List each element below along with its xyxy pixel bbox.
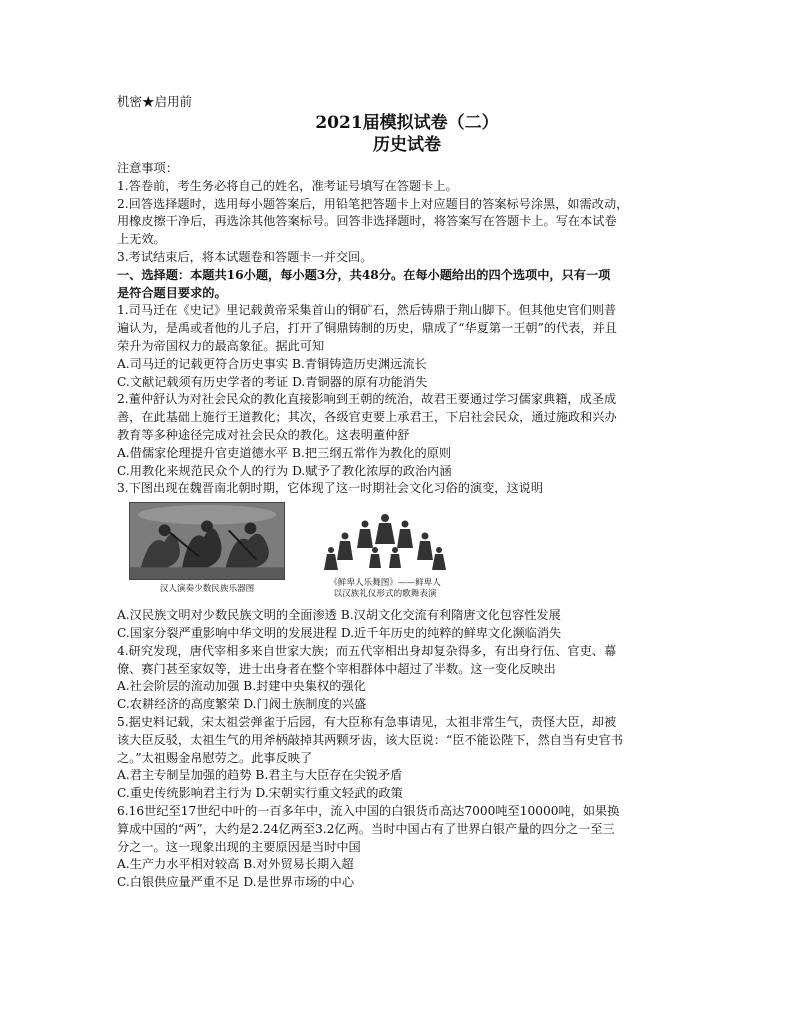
- exam-page: [117, 92, 697, 892]
- options-cd: C.文献记载须有历史学者的考证 D.青铜器的原有功能消失: [117, 374, 428, 389]
- question-2: [117, 391, 697, 480]
- question-stem: 遍认为，是禹或者他的儿子启，打开了铜鼎铸制的历史，鼎成了“华夏第一王朝”的代表，并且: [117, 321, 617, 336]
- question-stem: 1.司马迁在《史记》里记载黄帝采集首山的铜矿石，然后铸鼎于荆山脚下。但其他史官们则普: [117, 303, 617, 318]
- notes-line: 2.回答选择题时，选用每小题答案后，用铅笔把答题卡上对应题目的答案标号涂黑，如需改动，: [117, 196, 629, 211]
- options-ab: A.生产力水平相对较高 B.对外贸易长期入超: [117, 857, 354, 872]
- figure-caption: 汉人演奏少数民族乐器图: [159, 584, 255, 595]
- question-stem: 2.董仲舒认为对社会民众的教化直接影响到王朝的统治，故君王要通过学习儒家典籍，成圣成: [117, 392, 617, 407]
- question-stem: 该大臣反驳，太祖生气的用斧柄敲掉其两颗牙齿，该大臣说：“臣不能讼陛下，然自当有史官书: [117, 732, 623, 747]
- options-cd: C.用教化来规范民众个人的行为 D.赋予了教化浓厚的政治内涵: [117, 463, 452, 478]
- notes-line: 上无效。: [117, 232, 166, 247]
- options-cd: C.农耕经济的高度繁荣 D.门阀士族制度的兴盛: [117, 697, 367, 712]
- exam-title: 2021届模拟试卷（二）: [315, 113, 499, 133]
- figure-caption-line2: 以汉族礼仪形式的歌舞表演: [333, 589, 437, 600]
- options-ab: A.汉民族文明对少数民族文明的全面渗透 B.汉胡文化交流有利隋唐文化包容性发展: [117, 608, 561, 623]
- question-stem: 僚、赛门甚至家奴等，进士出身者在整个宰相群体中超过了半数。这一变化反映出: [117, 661, 556, 676]
- figure-xianbei-dance: [315, 510, 455, 600]
- question-4: [117, 643, 697, 714]
- question-3-figures: [117, 502, 697, 605]
- exam-subject: 历史试卷: [373, 135, 441, 155]
- confidential-label: 机密★启用前: [117, 94, 193, 109]
- options-ab: A.借儒家伦理提升官吏道德水平 B.把三纲五常作为教化的原则: [117, 445, 452, 460]
- xianbei-dance-image: [315, 510, 455, 574]
- question-stem: 6.16世纪至17世纪中叶的一百多年中，流入中国的白银货币高达7000吨至10000吨，如果换: [117, 803, 620, 818]
- options-ab: A.司马迁的记载更符合历史事实 B.青铜铸造历史渊远流长: [117, 356, 427, 371]
- notes-line: 3.考试结束后，将本试题卷和答题卡一并交回。: [117, 249, 373, 264]
- question-stem: 分之一。这一现象出现的主要原因是当时中国: [117, 839, 361, 854]
- question-stem: 荣升为帝国权力的最高象征。据此可知: [117, 338, 325, 353]
- question-stem: 4.研究发现，唐代宰相多来自世家大族；而五代宰相出身却复杂得多，有出身行伍、官吏、幕: [117, 643, 617, 658]
- options-ab: A.社会阶层的流动加强 B.封建中央集权的强化: [117, 679, 366, 694]
- notes-section: [117, 160, 697, 267]
- figure-caption-line1: 《鲜卑人乐舞图》——鲜卑人: [329, 578, 441, 589]
- question-stem: 之。”太祖赐金帛慰劳之。此事反映了: [117, 750, 313, 765]
- han-musicians-image: [129, 502, 285, 580]
- options-cd: C.国家分裂严重影响中华文明的发展进程 D.近千年历史的纯粹的鲜卑文化濒临消失: [117, 625, 562, 640]
- question-1: [117, 302, 697, 391]
- notes-heading: 注意事项：: [117, 161, 178, 175]
- question-6: [117, 803, 697, 892]
- section-heading-cont: 是符合题目要求的。: [117, 285, 227, 300]
- figure-han-musicians: [129, 502, 285, 595]
- notes-line: 1.答卷前，考生务必将自己的姓名，准考证号填写在答题卡上。: [117, 178, 458, 193]
- question-stem: 3.下图出现在魏晋南北朝时期，它体现了这一时期社会文化习俗的演变，这说明: [117, 481, 544, 496]
- question-stem: 善，在此基础上施行王道教化；其次，各级官吏要上承君王，下启社会民众，通过施政和兴办: [117, 410, 617, 425]
- options-cd: C.白银供应量严重不足 D.是世界市场的中心: [117, 875, 355, 890]
- question-5: [117, 714, 697, 803]
- question-stem: 5.据史料记载，宋太祖尝弹雀于后园，有大臣称有急事请见，太祖非常生气，责怪大臣，却被: [117, 714, 617, 729]
- options-cd: C.重史传统影响君主行为 D.宋朝实行重文轻武的政策: [117, 786, 403, 801]
- question-stem: 教育等多种途径完成对社会民众的教化。这表明董仲舒: [117, 427, 410, 442]
- notes-line: 用橡皮擦干净后，再选涂其他答案标号。回答非选择题时，将答案写在答题卡上。写在本试卷: [117, 214, 617, 229]
- options-ab: A.君主专制呈加强的趋势 B.君主与大臣存在尖锐矛盾: [117, 768, 403, 783]
- question-stem: 算成中国的“两”，大约是2.24亿两至3.2亿两。当时中国占有了世界白银产量的四分之一至三: [117, 821, 615, 836]
- question-3: [117, 480, 697, 642]
- section-heading: 一、选择题：本题共16小题，每小题3分，共48分。在每小题给出的四个选项中，只有一项: [117, 267, 611, 282]
